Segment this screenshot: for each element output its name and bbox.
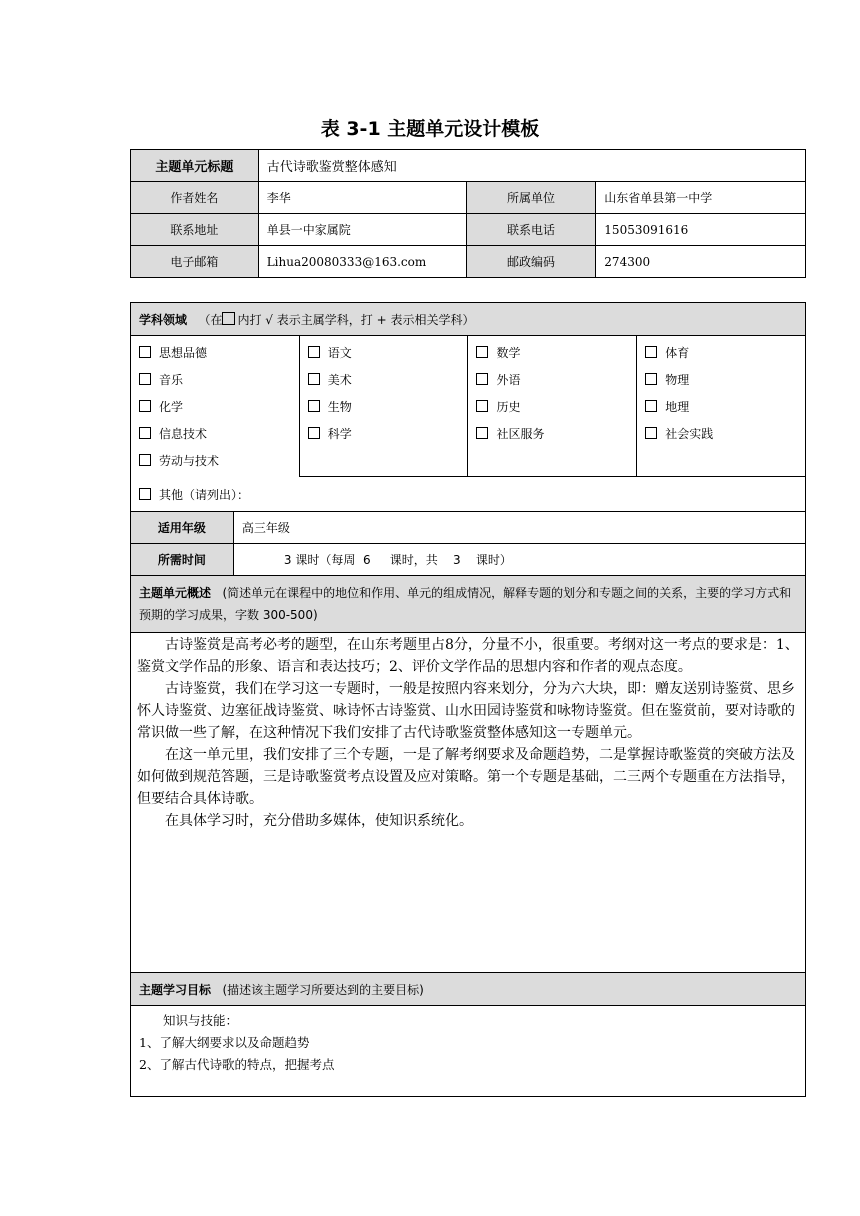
grade-value: 高三年级: [233, 512, 805, 544]
subject-other[interactable]: 其他（请列出）：: [131, 477, 806, 512]
subject-item[interactable]: 美术: [308, 367, 460, 394]
checkbox-icon[interactable]: [308, 346, 320, 358]
grade-row: [131, 512, 806, 544]
checkbox-icon[interactable]: [139, 346, 151, 358]
unit-title-label: 主题单元标题: [131, 150, 259, 182]
author-value: 李华: [258, 182, 466, 214]
author-label: 作者姓名: [131, 182, 259, 214]
subject-item[interactable]: 数学: [476, 340, 628, 367]
checkbox-icon[interactable]: [645, 427, 657, 439]
overview-note: (简述单元在课程中的地位和作用、单元的组成情况，解释专题的划分和专题之间的关系，主要的学习方式和预期的学习成果，字数 300-500): [139, 586, 792, 622]
checkbox-icon[interactable]: [139, 454, 151, 466]
goals-note: (描述该主题学习所要达到的主要目标): [222, 982, 424, 997]
subject-item[interactable]: 体育: [645, 340, 797, 367]
goal-item: 1、了解大纲要求以及命题趋势: [139, 1035, 310, 1050]
overview-header-row: [131, 576, 806, 633]
author-row: [131, 182, 806, 214]
address-row: [131, 214, 806, 246]
address-label: 联系地址: [131, 214, 259, 246]
subject-item[interactable]: 化学: [139, 394, 291, 421]
subject-col-4: [637, 336, 806, 477]
checkbox-icon[interactable]: [645, 373, 657, 385]
subject-item[interactable]: 信息技术: [139, 421, 291, 448]
checkbox-icon[interactable]: [476, 400, 488, 412]
subject-header: [131, 303, 806, 336]
overview-paragraph: 古诗鉴赏是高考必考的题型，在山东考题里占8分，分量不小，很重要。考纲对这一考点的要求是：1、鉴赏文学作品的形象、语言和表达技巧；2、评价文学作品的思想内容和作者的观点态度。: [137, 637, 799, 675]
overview-paragraph: 在这一单元里，我们安排了三个专题，一是了解考纲要求及命题趋势，二是掌握诗歌鉴赏的突破方法及如何做到规范答题，三是诗歌鉴赏考点设置及应对策略。第一个专题是基础，二三两个专题重在方法指导，但要结合具体诗歌。: [137, 747, 795, 807]
subject-header-note-pre: （在: [198, 312, 223, 327]
subject-item[interactable]: 生物: [308, 394, 460, 421]
goals-label: 主题学习目标: [139, 982, 212, 997]
checkbox-icon[interactable]: [645, 400, 657, 412]
goals-header-row: [131, 973, 806, 1006]
subject-col-2: [299, 336, 468, 477]
page-title: 表 3-1 主题单元设计模板: [320, 118, 540, 140]
goals-body: [131, 1006, 806, 1097]
subject-item[interactable]: 地理: [645, 394, 797, 421]
zip-label: 邮政编码: [466, 246, 596, 278]
goal-item: 2、了解古代诗歌的特点，把握考点: [139, 1057, 335, 1072]
phone-label: 联系电话: [466, 214, 596, 246]
checkbox-icon[interactable]: [645, 346, 657, 358]
goals-subheading: 知识与技能：: [163, 1013, 239, 1028]
checkbox-icon[interactable]: [476, 373, 488, 385]
subject-col-3: [468, 336, 637, 477]
overview-body: [131, 633, 806, 973]
time-hours: 3: [283, 553, 292, 567]
org-label: 所属单位: [466, 182, 596, 214]
subject-item[interactable]: 劳动与技术: [139, 448, 291, 475]
time-value: [233, 544, 805, 576]
org-value: 山东省单县第一中学: [596, 182, 806, 214]
subject-header-note-post: 内打 √ 表示主属学科，打 + 表示相关学科）: [237, 312, 475, 327]
subject-item[interactable]: 社会实践: [645, 421, 797, 448]
subject-item[interactable]: 音乐: [139, 367, 291, 394]
design-table: [130, 302, 806, 1097]
email-value: Lihua20080333@163.com: [258, 246, 466, 278]
time-mid: 课时，共: [389, 553, 438, 567]
grade-label: 适用年级: [131, 512, 234, 544]
checkbox-icon: [222, 312, 235, 325]
subject-item[interactable]: 历史: [476, 394, 628, 421]
info-table: [130, 149, 806, 278]
overview-paragraph: 在具体学习时，充分借助多媒体，使知识系统化。: [165, 813, 473, 829]
overview-header: [131, 576, 806, 633]
overview-body-row: [131, 633, 806, 973]
checkbox-icon[interactable]: [139, 373, 151, 385]
email-row: [131, 246, 806, 278]
time-hours-unit: 课时（每周: [295, 553, 356, 567]
overview-paragraph: 古诗鉴赏，我们在学习这一专题时，一般是按照内容来划分，分为六大块，即：赠友送别诗鉴赏、思乡怀人诗鉴赏、边塞征战诗鉴赏、咏诗怀古诗鉴赏、山水田园诗鉴赏和咏物诗鉴赏。但在鉴赏前，要对诗歌的常识做一些了解，在这种情况下我们安排了古代诗歌鉴赏整体感知这一专题单元。: [137, 681, 795, 741]
subject-item[interactable]: 科学: [308, 421, 460, 448]
checkbox-icon[interactable]: [308, 400, 320, 412]
time-row: [131, 544, 806, 576]
subject-header-row: [131, 303, 806, 336]
time-per-week: 6: [362, 553, 371, 567]
time-total: 3: [452, 553, 461, 567]
checkbox-icon[interactable]: [308, 373, 320, 385]
subject-item[interactable]: 物理: [645, 367, 797, 394]
subject-item[interactable]: 社区服务: [476, 421, 628, 448]
checkbox-icon[interactable]: [139, 427, 151, 439]
checkbox-icon[interactable]: [139, 488, 151, 500]
subject-item[interactable]: 思想品德: [139, 340, 291, 367]
overview-label: 主题单元概述: [139, 586, 212, 600]
checkbox-icon[interactable]: [139, 400, 151, 412]
unit-title-row: [131, 150, 806, 182]
goals-body-row: [131, 1006, 806, 1097]
subject-grid-row: [131, 336, 806, 477]
zip-value: 274300: [596, 246, 806, 278]
goals-header: [131, 973, 806, 1006]
time-end: 课时）: [475, 553, 512, 567]
subject-col-1: [131, 336, 300, 477]
checkbox-icon[interactable]: [308, 427, 320, 439]
phone-value: 15053091616: [596, 214, 806, 246]
time-label: 所需时间: [131, 544, 234, 576]
subject-item[interactable]: 外语: [476, 367, 628, 394]
subject-other-row: [131, 477, 806, 512]
checkbox-icon[interactable]: [476, 346, 488, 358]
checkbox-icon[interactable]: [476, 427, 488, 439]
unit-title-value: 古代诗歌鉴赏整体感知: [258, 150, 805, 182]
email-label: 电子邮箱: [131, 246, 259, 278]
subject-header-label: 学科领域: [139, 312, 188, 327]
address-value: 单县一中家属院: [258, 214, 466, 246]
subject-item[interactable]: 语文: [308, 340, 460, 367]
